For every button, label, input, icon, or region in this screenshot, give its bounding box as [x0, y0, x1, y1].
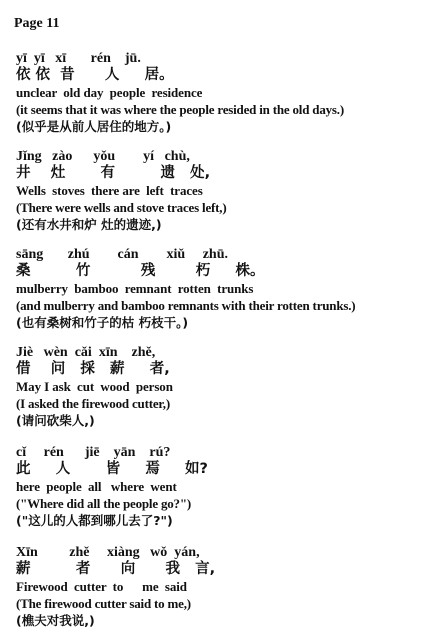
word-gloss-line: here people all where went [16, 479, 177, 494]
english-translation: (The firewood cutter said to me,) [16, 596, 191, 611]
english-translation: (and mulberry and bamboo remnants with their rotten trunks.) [16, 298, 356, 313]
page-header: Page 11 [14, 16, 60, 31]
stanza [16, 344, 421, 429]
hanzi-line: 此 人 皆 焉 如? [16, 461, 208, 477]
word-gloss-line: mulberry bamboo remnant rotten trunks [16, 281, 254, 296]
english-translation: (it seems that it was where the people resided in the old days.) [16, 102, 344, 117]
stanza [16, 246, 421, 331]
hanzi-line: 依 依 昔 人 居。 [16, 67, 174, 83]
hanzi-line: 薪 者 向 我 言, [16, 561, 216, 577]
word-gloss-line: Wells stoves there are left traces [16, 183, 203, 198]
english-translation: (I asked the firewood cutter,) [16, 396, 170, 411]
pinyin-line: cǐ rén jiē yān rú? [16, 445, 171, 460]
chinese-translation: ("这儿的人都到哪儿去了?") [16, 513, 173, 528]
stanza [16, 544, 421, 629]
pinyin-line: yī yī xī rén jū. [16, 51, 141, 66]
stanza [16, 148, 421, 233]
pinyin-line: Jǐng zào yǒu yí chù, [16, 149, 190, 164]
pinyin-line: sāng zhú cán xiǔ zhū. [16, 247, 228, 262]
pinyin-line: Xīn zhě xiàng wǒ yán, [16, 545, 200, 560]
chinese-translation: (请问砍柴人,) [16, 413, 95, 428]
chinese-translation: (也有桑树和竹子的枯 朽枝干。) [16, 315, 189, 330]
hanzi-line: 借 问 採 薪 者, [16, 361, 170, 377]
chinese-translation: (还有水井和炉 灶的遗迹,) [16, 217, 162, 232]
chinese-translation: (似乎是从前人居住的地方。) [16, 119, 172, 134]
english-translation: (There were wells and stove traces left,) [16, 200, 227, 215]
hanzi-line: 桑 竹 残 朽 株。 [16, 263, 265, 279]
english-translation: ("Where did all the people go?") [16, 496, 191, 511]
stanza [16, 444, 421, 529]
word-gloss-line: May I ask cut wood person [16, 379, 173, 394]
stanza [16, 50, 421, 135]
word-gloss-line: unclear old day people residence [16, 85, 203, 100]
hanzi-line: 井 灶 有 遗 处, [16, 165, 211, 181]
word-gloss-line: Firewood cutter to me said [16, 579, 187, 594]
pinyin-line: Jiè wèn cǎi xīn zhě, [16, 345, 156, 360]
chinese-translation: (樵夫对我说,) [16, 613, 95, 628]
